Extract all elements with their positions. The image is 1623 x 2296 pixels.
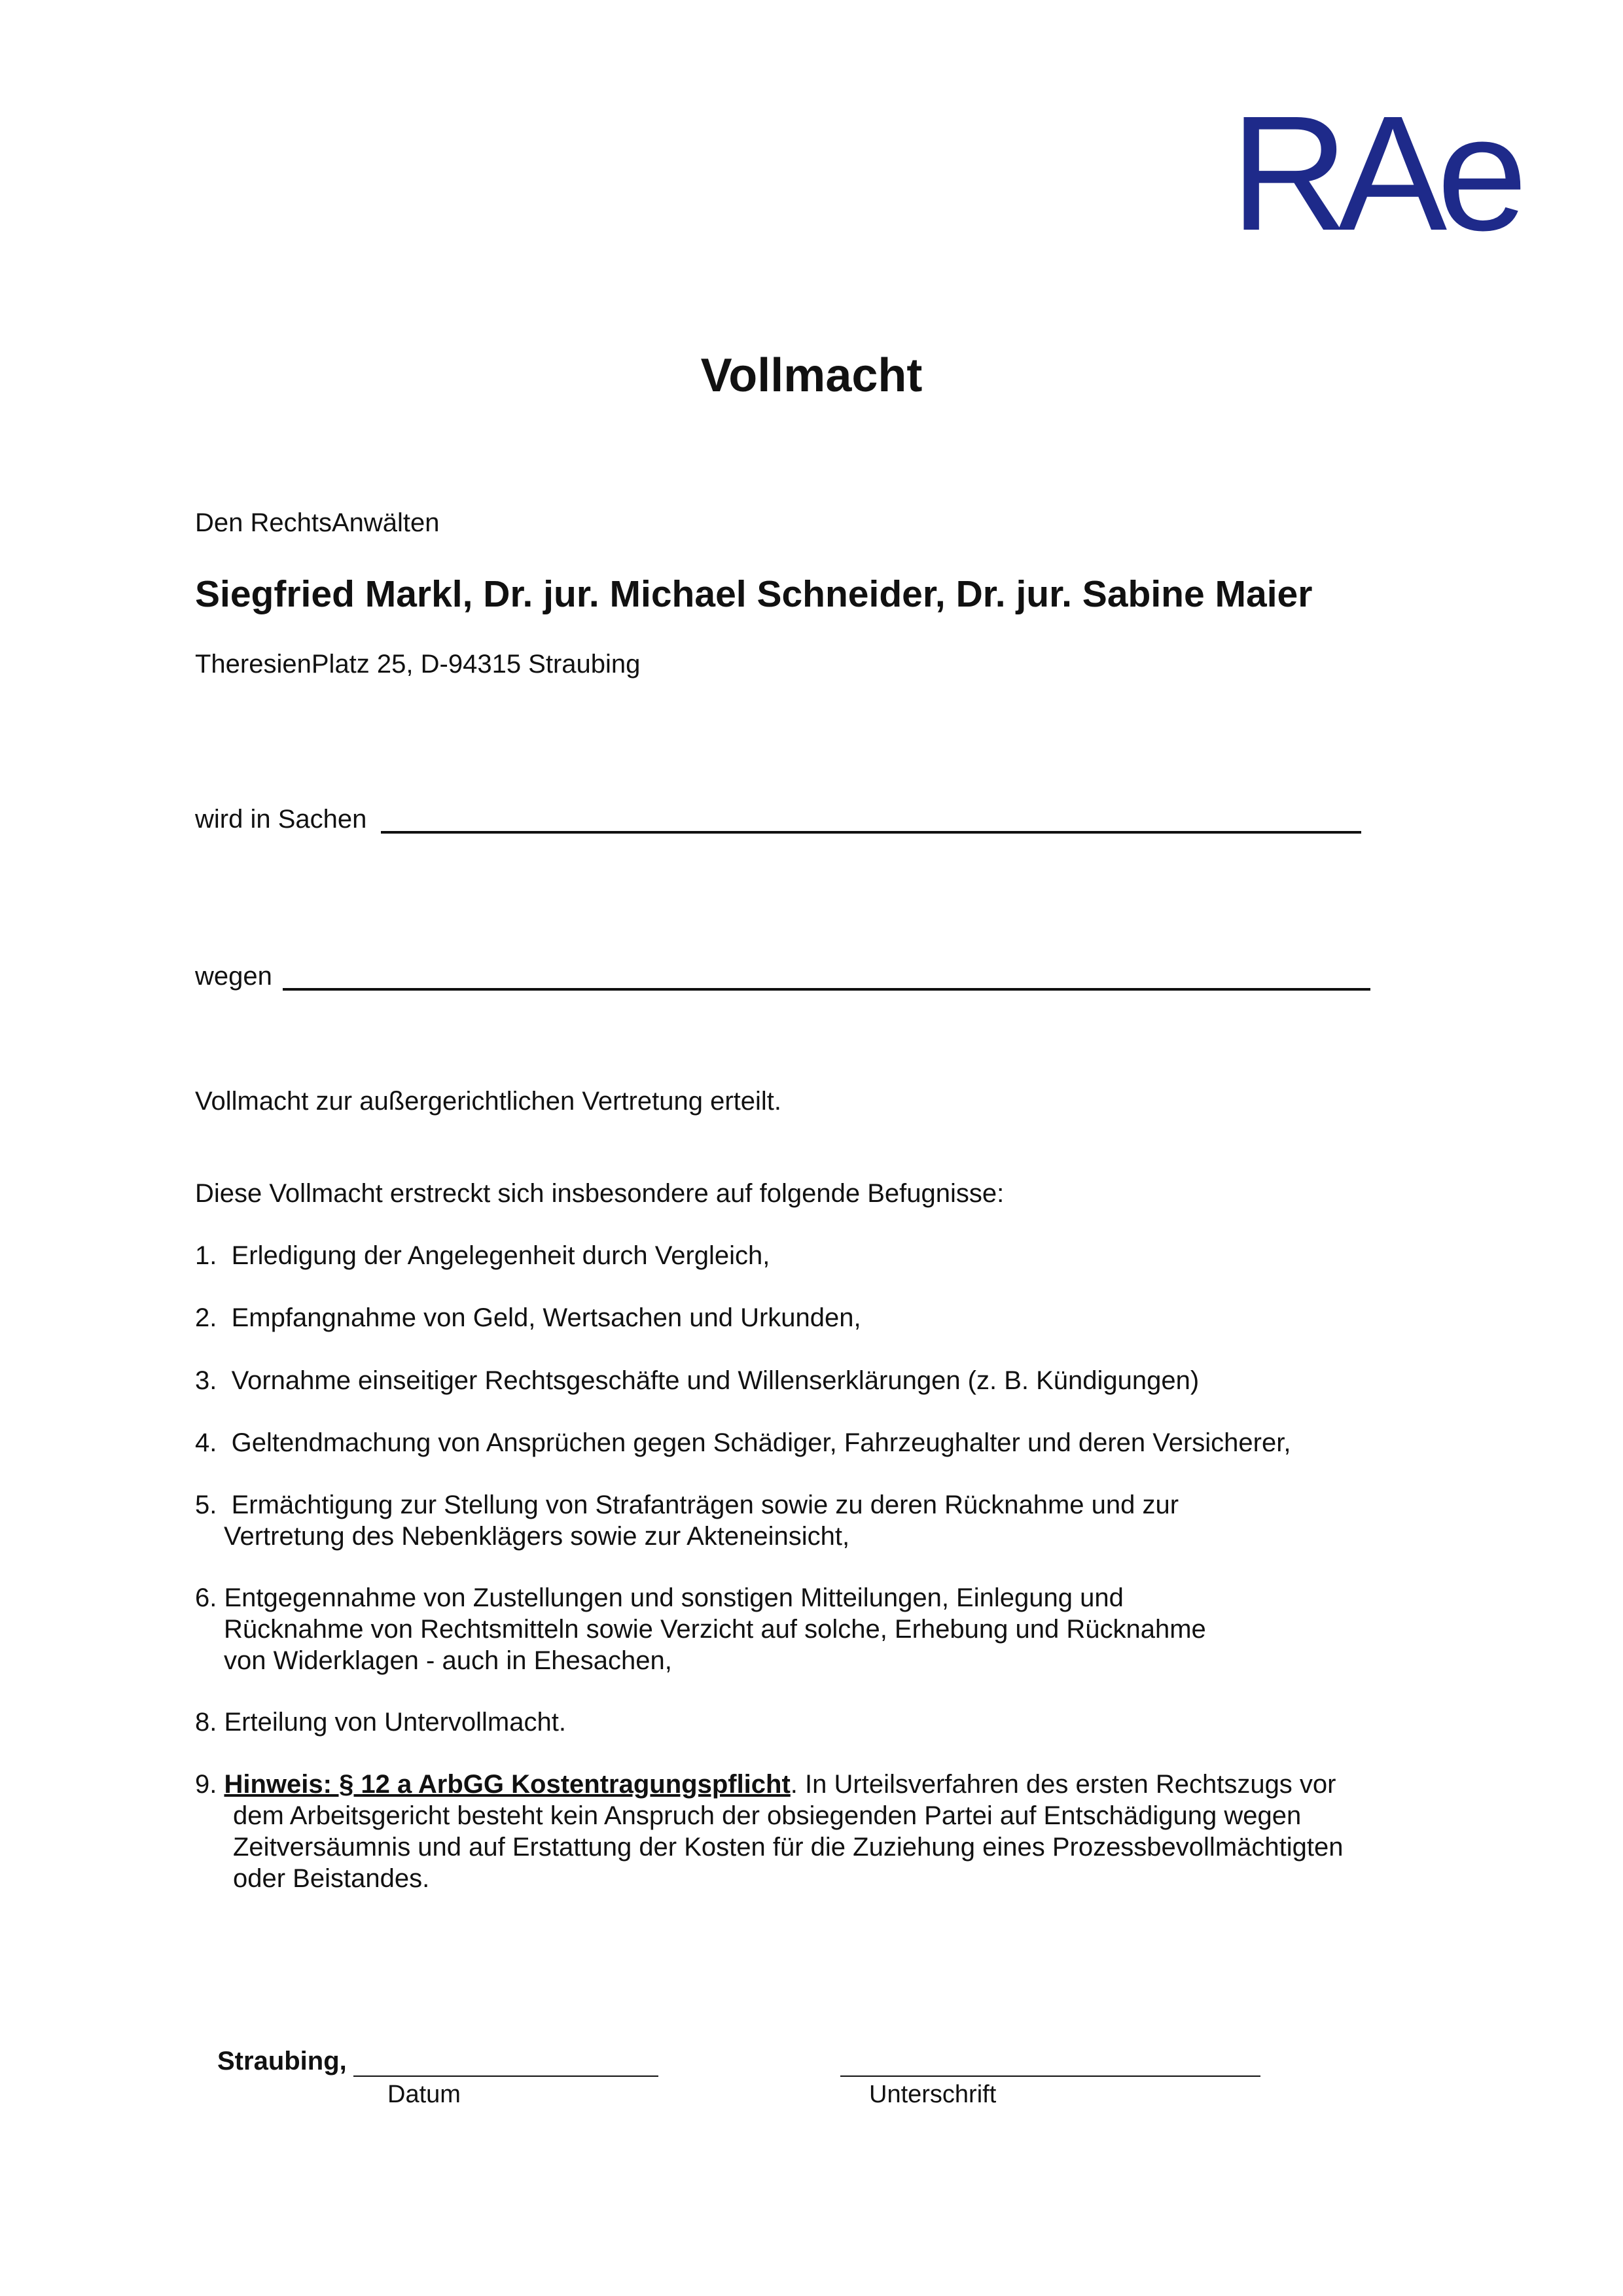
recipient-intro: Den RechtsAnwälten (195, 508, 440, 537)
list-item (195, 1427, 1291, 1458)
arbgg-hint: Hinweis: § 12 a ArbGG Kostentragungspflicht (224, 1770, 791, 1799)
list-item-text: von Widerklagen - auch in Ehesachen, (224, 1646, 672, 1675)
firm-address: TheresienPlatz 25, D-94315 Straubing (195, 650, 641, 679)
list-item-text: oder Beistandes. (233, 1864, 430, 1893)
list-item-number: 1. (195, 1241, 217, 1270)
powers-intro: Diese Vollmacht erstreckt sich insbesondere auf folgende Befugnisse: (195, 1179, 1005, 1208)
list-item (195, 1706, 566, 1738)
lawyer-names: Siegfried Markl, Dr. jur. Michael Schneider, Dr. jur. Sabine Maier (195, 573, 1313, 615)
list-item-number: 4. (195, 1428, 217, 1457)
list-item-text: Ermächtigung zur Stellung von Strafanträgen sowie zu deren Rücknahme und zur (231, 1491, 1179, 1519)
list-item-text: Vertretung des Nebenklägers sowie zur Akteneinsicht, (224, 1522, 850, 1551)
list-item (195, 1582, 1206, 1676)
signature-label: Unterschrift (869, 2081, 997, 2108)
date-label: Datum (387, 2081, 461, 2108)
law-firm-logo: RAe (1230, 82, 1518, 264)
list-item-number: 2. (195, 1303, 217, 1332)
list-item-text: Geltendmachung von Ansprüchen gegen Schädiger, Fahrzeughalter und deren Versicherer, (231, 1428, 1291, 1457)
list-item (195, 1489, 1179, 1552)
list-item-text: Vornahme einseitiger Rechtsgeschäfte und Willenserklärungen (z. B. Kündigungen) (231, 1366, 1200, 1395)
list-item-number: 6. (195, 1583, 217, 1612)
reason-label: wegen (195, 962, 272, 991)
list-item-number: 5. (195, 1491, 217, 1519)
reason-blank-line[interactable] (283, 988, 1370, 991)
list-item-text: Rücknahme von Rechtsmitteln sowie Verzicht auf solche, Erhebung und Rücknahme (224, 1615, 1206, 1644)
statement-text: Vollmacht zur außergerichtlichen Vertretung erteilt. (195, 1087, 781, 1116)
list-item (195, 1302, 861, 1333)
matter-blank-line[interactable] (381, 831, 1361, 834)
list-item-text: Zeitversäumnis und auf Erstattung der Kosten für die Zuziehung eines Prozessbevollmächtigten (233, 1833, 1344, 1862)
list-item (195, 1240, 770, 1271)
list-item-text: dem Arbeitsgericht besteht kein Anspruch der obsiegenden Partei auf Entschädigung wegen (233, 1801, 1302, 1830)
list-item (195, 1365, 1199, 1396)
signature-line[interactable] (840, 2075, 1260, 2077)
list-item-text: Empfangnahme von Geld, Wertsachen und Urkunden, (231, 1303, 861, 1332)
date-line[interactable] (353, 2075, 658, 2077)
list-item-number: 3. (195, 1366, 217, 1395)
list-item-text: Erteilung von Untervollmacht. (224, 1708, 566, 1737)
signature-place: Straubing, (217, 2047, 347, 2075)
list-item-text: Entgegennahme von Zustellungen und sonstigen Mitteilungen, Einlegung und (224, 1583, 1124, 1612)
matter-label: wird in Sachen (195, 805, 367, 834)
page-title: Vollmacht (700, 349, 923, 402)
list-item (195, 1769, 1343, 1894)
list-item-number: 8. (195, 1708, 217, 1737)
list-item-number: 9. (195, 1770, 217, 1799)
list-item-text: . In Urteilsverfahren des ersten Rechtszugs vor (790, 1770, 1336, 1799)
list-item-text: Erledigung der Angelegenheit durch Vergleich, (231, 1241, 770, 1270)
